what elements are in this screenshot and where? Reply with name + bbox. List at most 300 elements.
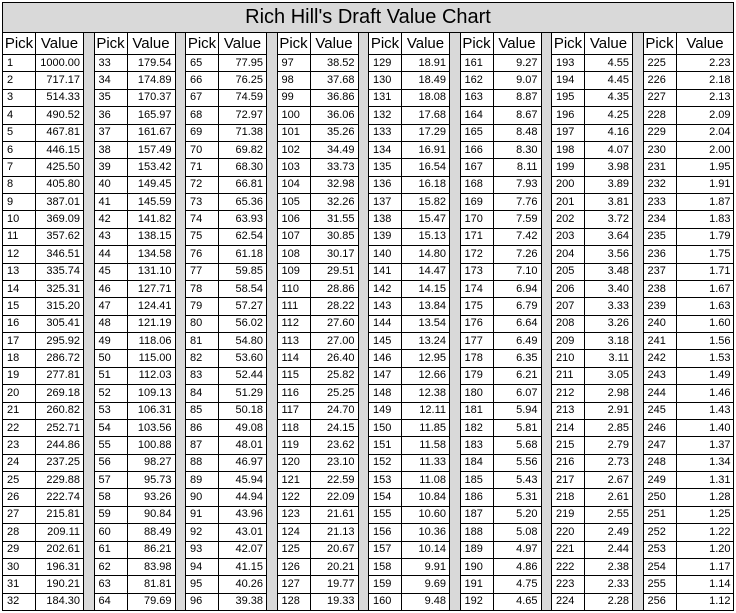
table-row	[369, 125, 449, 142]
table-row	[644, 142, 734, 159]
pick-cell: 42	[95, 211, 128, 227]
pick-cell: 206	[552, 281, 585, 297]
value-cell: 18.08	[418, 91, 446, 104]
pick-cell: 135	[369, 159, 402, 175]
table-row	[278, 107, 358, 124]
pick-cell: 196	[552, 107, 585, 123]
value-cell: 88.49	[143, 525, 172, 538]
value-cell: 33.73	[326, 160, 355, 173]
value-cell: 95.73	[143, 473, 172, 486]
value-cell: 31.55	[326, 213, 355, 226]
value-cell: 1.14	[709, 577, 731, 590]
table-row	[552, 559, 632, 576]
pick-cell: 226	[644, 72, 677, 88]
value-cell: 57.27	[235, 299, 263, 312]
value-header: Value	[406, 35, 445, 52]
table-row	[186, 576, 266, 593]
pick-cell: 235	[644, 229, 677, 245]
pick-cell: 245	[644, 403, 677, 419]
column-group	[369, 33, 461, 610]
header-row	[552, 33, 632, 55]
pick-cell: 181	[461, 403, 494, 419]
value-cell: 2.09	[709, 108, 731, 121]
table-row	[461, 229, 541, 246]
value-cell: 315.20	[46, 299, 80, 312]
table-row	[278, 524, 358, 541]
table-row	[278, 159, 358, 176]
value-cell: 62.54	[235, 230, 263, 243]
pick-cell: 9	[3, 194, 36, 210]
value-cell: 222.74	[46, 491, 80, 504]
value-cell: 12.66	[418, 369, 446, 382]
table-row	[278, 455, 358, 472]
table-row	[186, 524, 266, 541]
pick-cell: 136	[369, 177, 402, 193]
value-cell: 229.88	[46, 473, 80, 486]
value-cell: 5.43	[516, 473, 538, 486]
table-row	[552, 90, 632, 107]
value-cell: 26.40	[326, 352, 355, 365]
value-cell: 6.79	[516, 299, 538, 312]
table-row	[461, 107, 541, 124]
table-row	[369, 594, 449, 610]
table-row	[95, 576, 175, 593]
value-cell: 346.51	[46, 247, 80, 260]
table-row	[186, 403, 266, 420]
column-group	[186, 33, 278, 610]
pick-cell: 26	[3, 489, 36, 505]
value-cell: 42.07	[235, 543, 263, 556]
value-cell: 3.56	[607, 247, 629, 260]
pick-header: Pick	[95, 33, 128, 54]
value-cell: 12.38	[418, 386, 446, 399]
value-cell: 161.67	[137, 126, 172, 139]
value-cell: 4.97	[516, 543, 538, 556]
table-row	[3, 142, 83, 159]
value-cell: 2.98	[607, 386, 629, 399]
value-cell: 5.20	[516, 508, 538, 521]
table-row	[186, 142, 266, 159]
pick-cell: 173	[461, 264, 494, 280]
group-divider	[176, 33, 187, 610]
table-row	[186, 107, 266, 124]
table-row	[95, 403, 175, 420]
group-table	[552, 33, 633, 610]
value-header: Value	[498, 35, 536, 52]
value-cell: 76.25	[235, 74, 263, 87]
pick-cell: 183	[461, 437, 494, 453]
value-cell: 18.91	[418, 56, 446, 69]
pick-cell: 155	[369, 507, 402, 523]
pick-cell: 56	[95, 455, 128, 471]
pick-header: Pick	[3, 33, 36, 54]
pick-cell: 69	[186, 125, 219, 141]
pick-cell: 229	[644, 125, 677, 141]
value-cell: 2.49	[607, 525, 629, 538]
table-row	[278, 507, 358, 524]
pick-cell: 77	[186, 264, 219, 280]
pick-cell: 20	[3, 385, 36, 401]
pick-cell: 126	[278, 559, 311, 575]
table-row	[552, 437, 632, 454]
table-row	[186, 229, 266, 246]
value-cell: 22.09	[326, 491, 355, 504]
table-row	[552, 542, 632, 559]
value-cell: 3.89	[607, 178, 629, 191]
table-row	[95, 472, 175, 489]
pick-cell: 198	[552, 142, 585, 158]
value-cell: 49.08	[235, 421, 263, 434]
pick-cell: 112	[278, 316, 311, 332]
pick-cell: 88	[186, 455, 219, 471]
pick-cell: 80	[186, 316, 219, 332]
pick-cell: 188	[461, 524, 494, 540]
pick-cell: 215	[552, 437, 585, 453]
value-cell: 184.30	[46, 595, 80, 608]
pick-cell: 216	[552, 455, 585, 471]
table-row	[186, 316, 266, 333]
value-cell: 179.54	[137, 56, 172, 69]
value-cell: 28.86	[326, 282, 355, 295]
value-cell: 38.52	[326, 56, 355, 69]
table-row	[186, 472, 266, 489]
pick-cell: 161	[461, 55, 494, 71]
pick-cell: 244	[644, 385, 677, 401]
table-row	[461, 507, 541, 524]
data-rows	[95, 55, 175, 610]
value-cell: 12.95	[418, 352, 446, 365]
table-row	[552, 246, 632, 263]
pick-cell: 190	[461, 559, 494, 575]
value-cell: 14.80	[418, 247, 446, 260]
table-row	[552, 507, 632, 524]
value-cell: 3.72	[607, 213, 629, 226]
value-cell: 7.59	[516, 213, 538, 226]
group-divider	[450, 33, 461, 610]
pick-cell: 11	[3, 229, 36, 245]
pick-cell: 84	[186, 385, 219, 401]
value-cell: 3.18	[607, 334, 629, 347]
pick-cell: 59	[95, 507, 128, 523]
value-cell: 6.07	[516, 386, 538, 399]
table-row	[552, 420, 632, 437]
value-cell: 11.58	[419, 438, 446, 451]
pick-cell: 207	[552, 298, 585, 314]
table-row	[95, 90, 175, 107]
table-row	[644, 350, 734, 367]
pick-cell: 110	[278, 281, 311, 297]
pick-cell: 145	[369, 333, 402, 349]
value-cell: 10.14	[418, 543, 446, 556]
pick-cell: 170	[461, 211, 494, 227]
table-row	[95, 55, 175, 72]
column-group	[95, 33, 187, 610]
pick-cell: 130	[369, 72, 402, 88]
value-header: Value	[40, 35, 79, 52]
value-cell: 190.21	[46, 577, 80, 590]
value-cell: 490.52	[46, 108, 80, 121]
table-row	[186, 55, 266, 72]
table-row	[552, 298, 632, 315]
pick-cell: 52	[95, 385, 128, 401]
table-row	[3, 594, 83, 610]
pick-cell: 171	[461, 229, 494, 245]
table-row	[461, 246, 541, 263]
table-row	[278, 559, 358, 576]
pick-cell: 57	[95, 472, 128, 488]
value-cell: 127.71	[137, 282, 172, 295]
table-row	[369, 403, 449, 420]
value-cell: 215.81	[46, 508, 80, 521]
pick-cell: 211	[552, 368, 585, 384]
value-cell: 32.98	[326, 178, 355, 191]
pick-header: Pick	[461, 33, 494, 54]
table-row	[278, 125, 358, 142]
value-cell: 30.17	[326, 247, 355, 260]
pick-cell: 89	[186, 472, 219, 488]
table-row	[644, 437, 734, 454]
value-cell: 1.20	[709, 543, 731, 556]
pick-cell: 29	[3, 542, 36, 558]
pick-cell: 221	[552, 542, 585, 558]
pick-cell: 239	[644, 298, 677, 314]
value-cell: 8.48	[516, 126, 538, 139]
table-row	[95, 524, 175, 541]
value-cell: 9.69	[424, 577, 446, 590]
value-cell: 4.35	[607, 91, 629, 104]
pick-cell: 208	[552, 316, 585, 332]
value-cell: 25.25	[326, 386, 355, 399]
table-row	[3, 437, 83, 454]
table-row	[369, 437, 449, 454]
value-cell: 2.38	[607, 560, 629, 573]
pick-cell: 255	[644, 576, 677, 592]
pick-cell: 164	[461, 107, 494, 123]
value-cell: 141.82	[137, 213, 172, 226]
pick-cell: 163	[461, 90, 494, 106]
pick-cell: 100	[278, 107, 311, 123]
group-table	[186, 33, 267, 610]
value-cell: 43.01	[235, 525, 263, 538]
pick-cell: 99	[278, 90, 311, 106]
value-cell: 81.81	[143, 577, 172, 590]
value-cell: 68.30	[235, 160, 263, 173]
pick-cell: 129	[369, 55, 402, 71]
table-row	[278, 333, 358, 350]
value-cell: 2.79	[607, 438, 629, 451]
pick-cell: 73	[186, 194, 219, 210]
pick-cell: 213	[552, 403, 585, 419]
pick-cell: 78	[186, 281, 219, 297]
value-cell: 118.06	[138, 334, 172, 347]
pick-cell: 111	[278, 298, 311, 314]
value-cell: 1.83	[709, 213, 731, 226]
value-cell: 21.13	[326, 525, 355, 538]
table-row	[552, 72, 632, 89]
pick-cell: 254	[644, 559, 677, 575]
value-cell: 9.91	[424, 560, 446, 573]
table-row	[552, 316, 632, 333]
table-row	[3, 576, 83, 593]
data-rows	[3, 55, 83, 610]
table-row	[95, 125, 175, 142]
pick-cell: 12	[3, 246, 36, 262]
value-cell: 100.88	[137, 438, 172, 451]
table-row	[3, 559, 83, 576]
pick-cell: 137	[369, 194, 402, 210]
pick-cell: 234	[644, 211, 677, 227]
value-cell: 2.00	[709, 143, 731, 156]
value-cell: 467.81	[46, 126, 80, 139]
pick-cell: 147	[369, 368, 402, 384]
group-table	[3, 33, 84, 610]
pick-cell: 210	[552, 350, 585, 366]
value-cell: 22.59	[326, 473, 355, 486]
pick-cell: 237	[644, 264, 677, 280]
table-row	[369, 333, 449, 350]
value-cell: 149.45	[137, 178, 172, 191]
value-header: Value	[315, 35, 353, 52]
table-row	[3, 298, 83, 315]
value-cell: 51.29	[235, 386, 263, 399]
group-table	[369, 33, 450, 610]
pick-cell: 21	[3, 403, 36, 419]
value-cell: 209.11	[47, 525, 80, 538]
value-cell: 7.42	[516, 230, 538, 243]
table-row	[95, 594, 175, 610]
table-row	[95, 142, 175, 159]
pick-cell: 94	[186, 559, 219, 575]
table-row	[644, 472, 734, 489]
pick-cell: 39	[95, 159, 128, 175]
table-row	[461, 385, 541, 402]
value-cell: 237.25	[46, 456, 80, 469]
table-row	[644, 368, 734, 385]
value-cell: 24.15	[326, 421, 355, 434]
value-cell: 1.56	[709, 334, 731, 347]
pick-cell: 160	[369, 594, 402, 610]
table-row	[3, 72, 83, 89]
pick-cell: 168	[461, 177, 494, 193]
pick-cell: 79	[186, 298, 219, 314]
table-row	[461, 194, 541, 211]
value-cell: 115.00	[138, 352, 172, 365]
table-row	[644, 385, 734, 402]
value-cell: 157.49	[137, 143, 172, 156]
value-cell: 74.59	[235, 91, 263, 104]
value-cell: 103.56	[137, 421, 172, 434]
table-row	[278, 142, 358, 159]
value-cell: 1.22	[709, 525, 731, 538]
pick-cell: 41	[95, 194, 128, 210]
table-row	[644, 72, 734, 89]
pick-cell: 122	[278, 489, 311, 505]
pick-cell: 14	[3, 281, 36, 297]
table-row	[552, 455, 632, 472]
header-row	[278, 33, 358, 55]
pick-cell: 139	[369, 229, 402, 245]
value-cell: 8.67	[516, 108, 538, 121]
value-cell: 86.21	[143, 543, 172, 556]
value-cell: 112.03	[138, 369, 172, 382]
pick-cell: 17	[3, 333, 36, 349]
value-cell: 48.01	[235, 438, 263, 451]
value-cell: 65.36	[235, 195, 263, 208]
table-row	[95, 177, 175, 194]
group-divider	[267, 33, 278, 610]
table-row	[644, 489, 734, 506]
table-row	[461, 368, 541, 385]
value-cell: 717.17	[46, 74, 80, 87]
pick-cell: 102	[278, 142, 311, 158]
value-cell: 15.82	[418, 195, 446, 208]
table-row	[369, 420, 449, 437]
pick-cell: 37	[95, 125, 128, 141]
value-cell: 25.82	[326, 369, 355, 382]
data-rows	[461, 55, 541, 610]
table-row	[278, 420, 358, 437]
table-row	[95, 298, 175, 315]
value-header: Value	[223, 35, 262, 52]
table-row	[552, 524, 632, 541]
value-cell: 196.31	[46, 560, 80, 573]
table-row	[186, 455, 266, 472]
value-cell: 1.37	[709, 438, 731, 451]
table-row	[461, 455, 541, 472]
table-row	[3, 472, 83, 489]
pick-cell: 149	[369, 403, 402, 419]
pick-cell: 205	[552, 264, 585, 280]
pick-cell: 85	[186, 403, 219, 419]
table-row	[278, 385, 358, 402]
table-row	[186, 281, 266, 298]
value-cell: 2.85	[607, 421, 629, 434]
table-row	[3, 350, 83, 367]
pick-cell: 125	[278, 542, 311, 558]
value-cell: 1.31	[709, 473, 731, 486]
pick-cell: 38	[95, 142, 128, 158]
table-row	[3, 229, 83, 246]
table-row	[3, 107, 83, 124]
value-cell: 5.94	[516, 404, 538, 417]
group-table	[461, 33, 542, 610]
value-cell: 387.01	[46, 195, 80, 208]
value-cell: 2.33	[607, 577, 629, 590]
value-cell: 1.75	[709, 247, 731, 260]
value-cell: 2.67	[607, 473, 629, 486]
table-row	[369, 385, 449, 402]
value-cell: 12.11	[419, 404, 446, 417]
table-row	[369, 524, 449, 541]
pick-cell: 97	[278, 55, 311, 71]
value-cell: 1.95	[709, 160, 731, 173]
pick-cell: 186	[461, 489, 494, 505]
value-cell: 45.94	[235, 473, 263, 486]
pick-cell: 61	[95, 542, 128, 558]
value-cell: 2.23	[709, 56, 731, 69]
table-row	[644, 125, 734, 142]
value-cell: 2.04	[709, 126, 731, 139]
pick-cell: 193	[552, 55, 585, 71]
table-row	[552, 385, 632, 402]
value-cell: 7.76	[516, 195, 538, 208]
pick-cell: 148	[369, 385, 402, 401]
value-cell: 63.93	[235, 213, 263, 226]
table-row	[278, 542, 358, 559]
table-row	[3, 246, 83, 263]
pick-cell: 119	[278, 437, 311, 453]
value-cell: 5.31	[516, 491, 538, 504]
